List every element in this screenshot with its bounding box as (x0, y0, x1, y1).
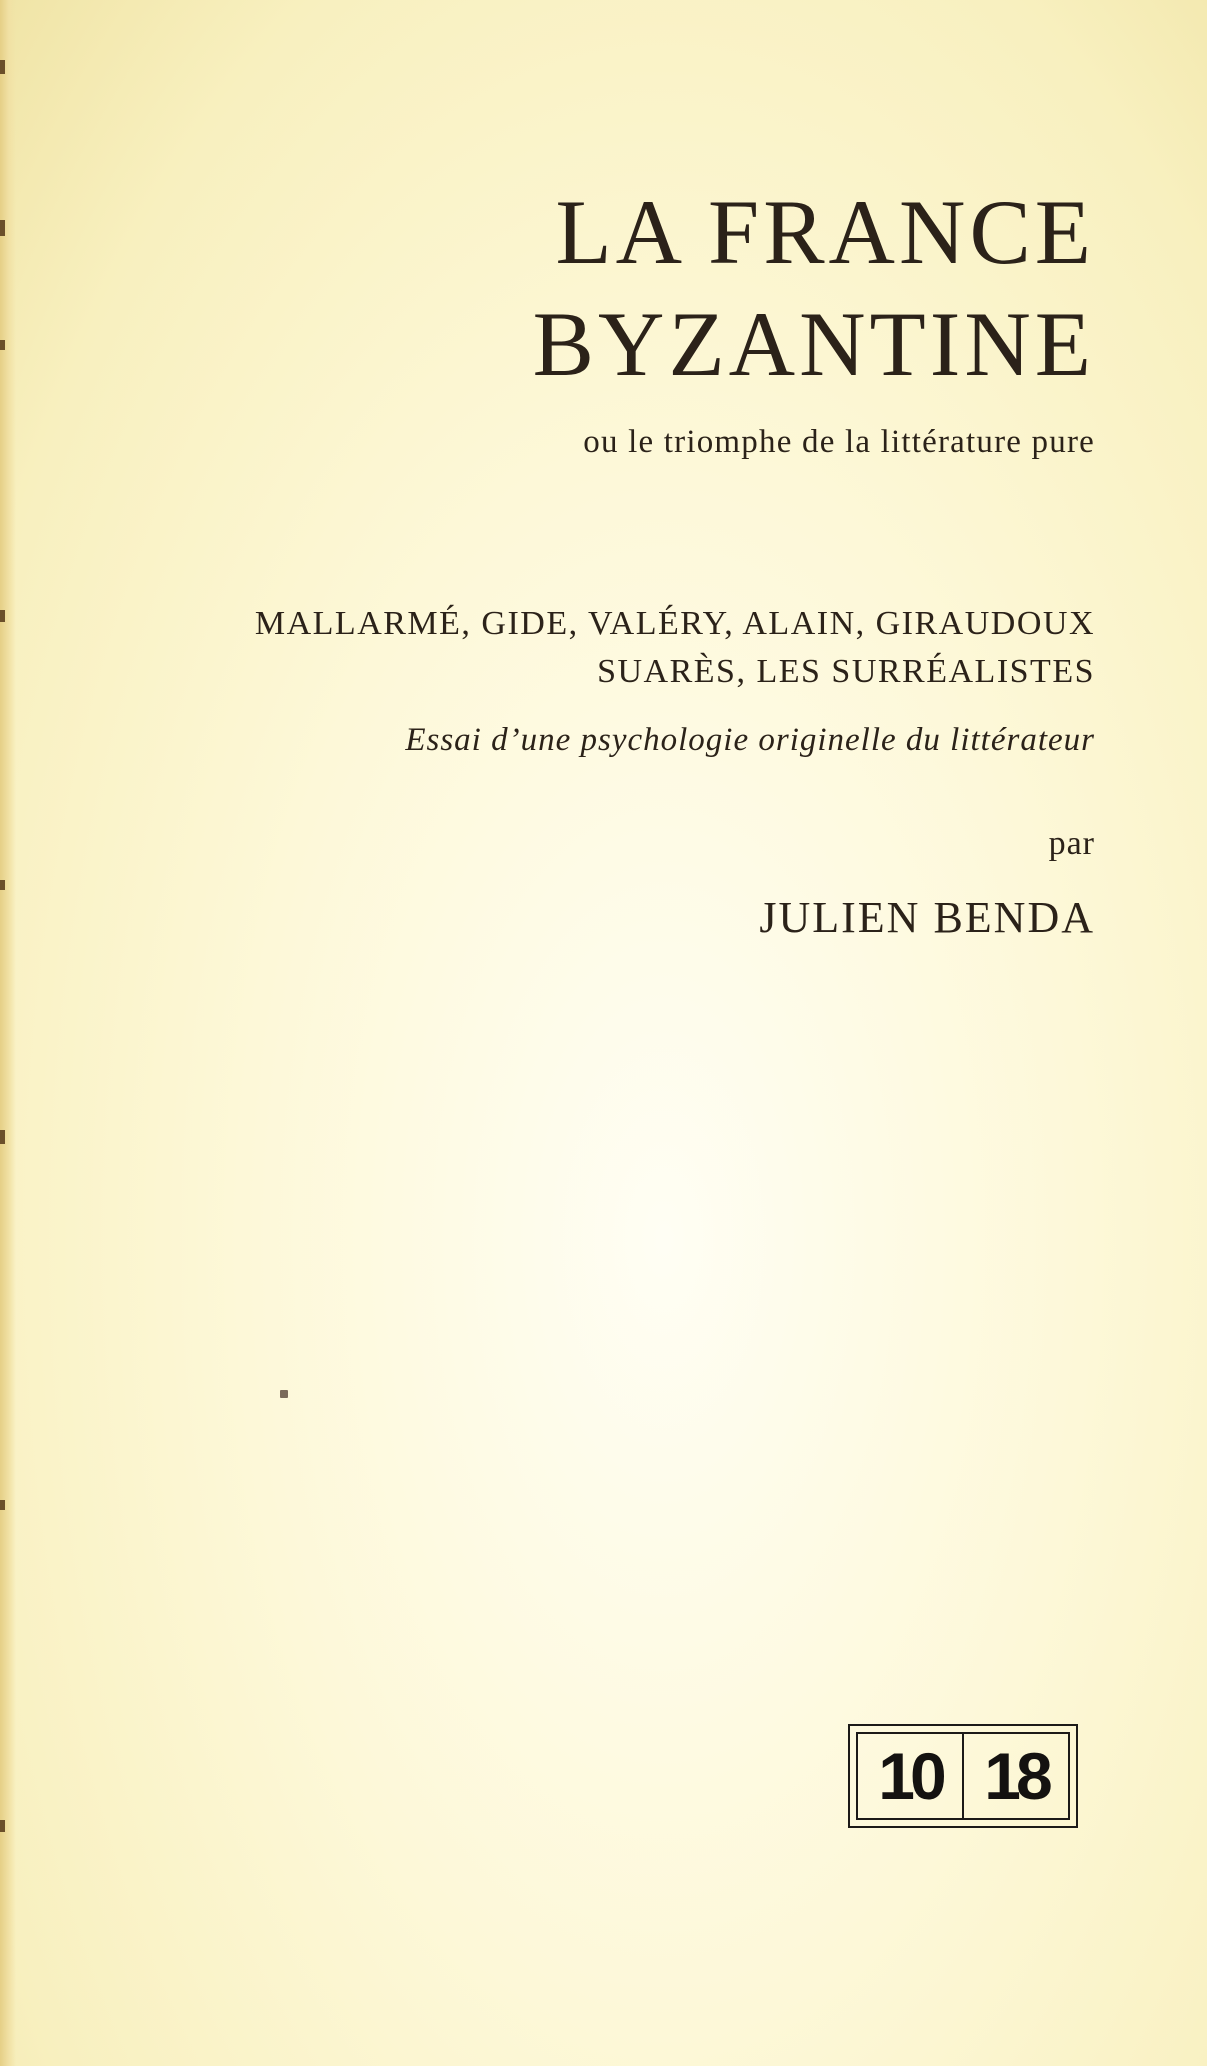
paper-speck (280, 1390, 288, 1398)
page-edge (0, 0, 16, 2066)
edge-mark (0, 340, 5, 350)
subject-authors (255, 600, 1095, 696)
publisher-logo-left: 10 (878, 1739, 942, 1813)
author-name: JULIEN BENDA (759, 893, 1095, 942)
by-label: par (1048, 825, 1095, 862)
subject-authors-line-1: MALLARMÉ, GIDE, VALÉRY, ALAIN, GIRAUDOUX (254, 605, 1095, 642)
edge-mark (0, 1820, 5, 1832)
book-subtitle: ou le triomphe de la littérature pure (583, 424, 1095, 460)
publisher-logo-frame (856, 1732, 1070, 1820)
publisher-logo (848, 1724, 1078, 1828)
subject-authors-line-2: SUARÈS, LES SURRÉALISTES (597, 653, 1095, 690)
title-line-2: BYZANTINE (532, 293, 1095, 395)
edge-mark (0, 220, 5, 236)
publisher-logo-right: 18 (984, 1739, 1048, 1813)
edge-mark (0, 610, 5, 622)
edge-mark (0, 60, 5, 74)
essay-description: Essai d’une psychologie originelle du littérateur (405, 722, 1095, 758)
edge-mark (0, 1130, 5, 1144)
book-title (295, 176, 1095, 400)
edge-mark (0, 880, 5, 890)
edge-mark (0, 1500, 5, 1510)
title-line-1: LA FRANCE (555, 181, 1095, 283)
